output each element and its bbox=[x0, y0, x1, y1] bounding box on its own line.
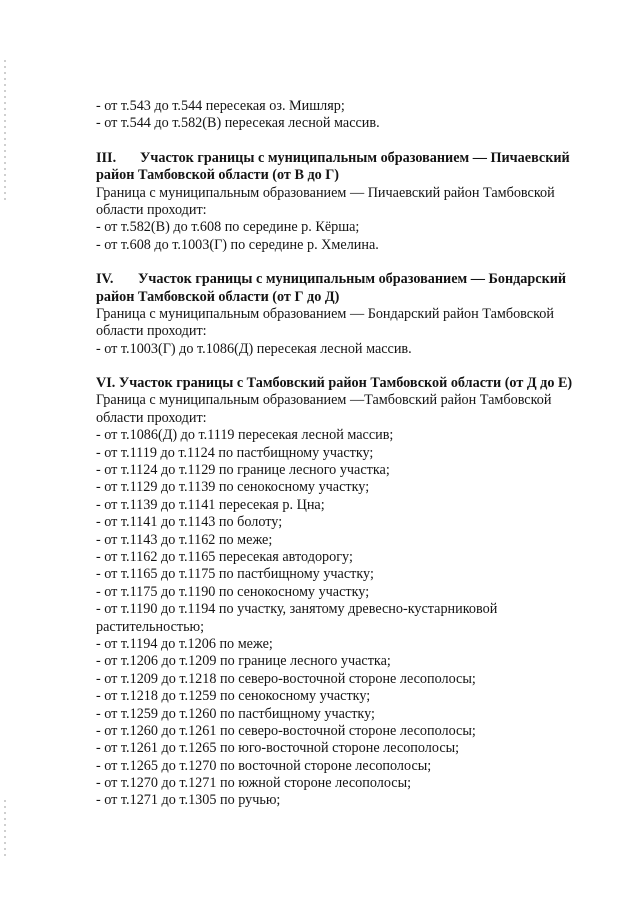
spacer bbox=[96, 358, 628, 375]
section-heading-continued: район Тамбовской области (от В до Г) bbox=[96, 167, 340, 184]
list-item: - от т.1141 до т.1143 по болоту; bbox=[96, 514, 283, 531]
list-item: - от т.1271 до т.1305 по ручью; bbox=[96, 792, 281, 809]
paragraph-line: Граница с муниципальным образованием —Тамбовский район Тамбовской bbox=[96, 392, 552, 409]
list-item: - от т.1261 до т.1265 по юго-восточной стороне лесополосы; bbox=[96, 740, 460, 757]
list-item-continued: растительностью; bbox=[96, 618, 205, 635]
list-item: - от т.544 до т.582(В) пересекая лесной массив. bbox=[96, 115, 380, 132]
list-item: - от т.608 до т.1003(Г) по середине р. Хмелина. bbox=[96, 236, 379, 253]
list-item: - от т.1124 до т.1129 по границе лесного участка; bbox=[96, 462, 390, 479]
paragraph-line: области проходит: bbox=[96, 323, 207, 340]
section-number: III. bbox=[96, 149, 117, 166]
list-item: - от т.1206 до т.1209 по границе лесного участка; bbox=[96, 653, 391, 670]
list-item: - от т.1190 до т.1194 по участку, занятому древесно-кустарниковой bbox=[96, 601, 498, 618]
list-item: - от т.1260 до т.1261 по северо-восточной стороне лесополосы; bbox=[96, 722, 476, 739]
section-heading bbox=[96, 150, 628, 167]
scan-edge-mark bbox=[4, 800, 6, 860]
list-item: - от т.1259 до т.1260 по пастбищному участку; bbox=[96, 705, 375, 722]
spacer bbox=[96, 133, 628, 150]
document-body bbox=[96, 98, 628, 810]
paragraph-line: Граница с муниципальным образованием — Бондарский район Тамбовской bbox=[96, 305, 554, 322]
list-item: - от т.1003(Г) до т.1086(Д) пересекая лесной массив. bbox=[96, 340, 412, 357]
list-item: - от т.543 до т.544 пересекая оз. Мишляр; bbox=[96, 98, 345, 114]
list-item: - от т.1209 до т.1218 по северо-восточной стороне лесополосы; bbox=[96, 670, 476, 687]
list-item: - от т.1270 до т.1271 по южной стороне лесополосы; bbox=[96, 775, 412, 792]
paragraph-line: Граница с муниципальным образованием — Пичаевский район Тамбовской bbox=[96, 184, 555, 201]
list-item: - от т.1265 до т.1270 по восточной стороне лесополосы; bbox=[96, 757, 432, 774]
spacer bbox=[96, 254, 628, 271]
list-item: - от т.1143 до т.1162 по меже; bbox=[96, 531, 273, 548]
list-item: - от т.582(В) до т.608 по середине р. Кёрша; bbox=[96, 219, 360, 236]
list-item: - от т.1162 до т.1165 пересекая автодорогу; bbox=[96, 548, 353, 565]
list-item: - от т.1139 до т.1141 пересекая р. Цна; bbox=[96, 496, 325, 513]
list-item: - от т.1218 до т.1259 по сенокосному участку; bbox=[96, 688, 371, 705]
section-heading-continued: район Тамбовской области (от Г до Д) bbox=[96, 288, 340, 305]
list-item: - от т.1194 до т.1206 по меже; bbox=[96, 635, 273, 652]
list-item: - от т.1165 до т.1175 по пастбищному участку; bbox=[96, 566, 374, 583]
section-heading bbox=[96, 271, 628, 288]
list-item: - от т.1119 до т.1124 по пастбищному участку; bbox=[96, 444, 374, 461]
list-item: - от т.1086(Д) до т.1119 пересекая лесной массив; bbox=[96, 427, 394, 444]
section-heading-text: Участок границы с муниципальным образованием — Пичаевский bbox=[140, 149, 570, 166]
section-number: IV. bbox=[96, 271, 114, 288]
scan-edge-mark bbox=[4, 60, 6, 200]
section-heading: VI. Участок границы с Тамбовский район Тамбовской области (от Д до Е) bbox=[96, 375, 573, 392]
list-item: - от т.1129 до т.1139 по сенокосному участку; bbox=[96, 479, 370, 496]
paragraph-line: области проходит: bbox=[96, 201, 207, 218]
paragraph-line: области проходит: bbox=[96, 409, 207, 426]
section-heading-text: Участок границы с муниципальным образованием — Бондарский bbox=[138, 271, 567, 288]
list-item: - от т.1175 до т.1190 по сенокосному участку; bbox=[96, 583, 370, 600]
